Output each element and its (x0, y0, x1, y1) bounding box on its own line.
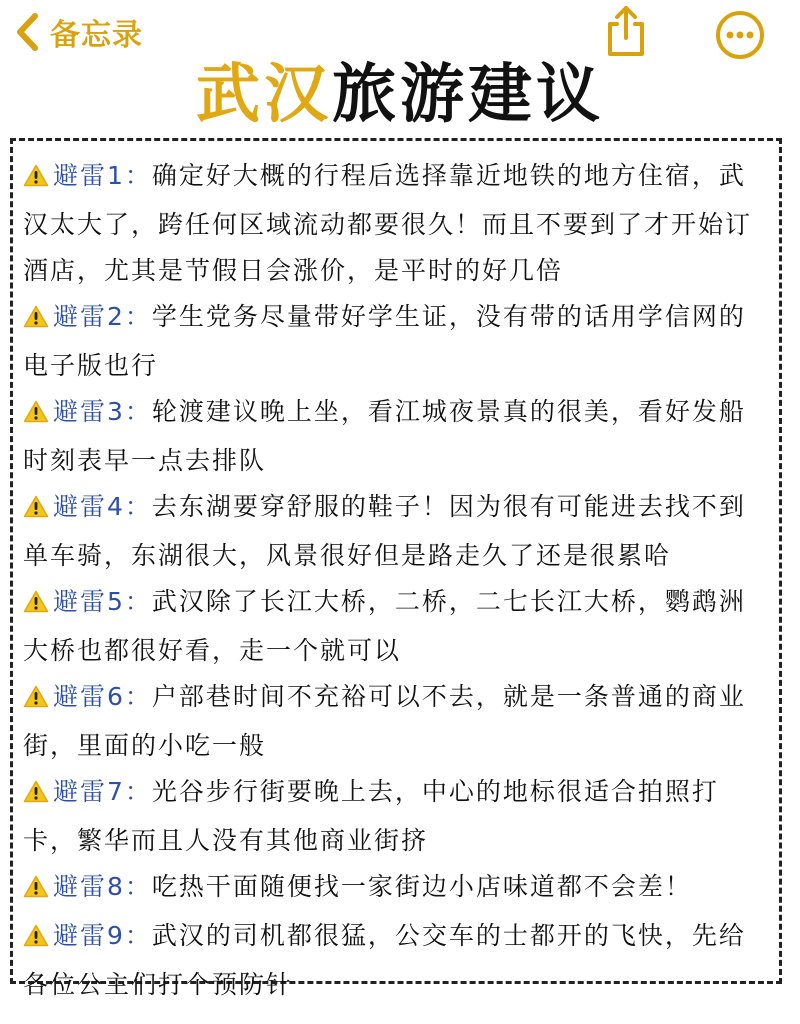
item-text: 吃热干面随便找一家街边小店味道都不会差！ (151, 872, 692, 901)
chevron-left-icon (14, 12, 40, 52)
list-item (23, 579, 771, 674)
item-label: 避雷6 (53, 682, 125, 711)
page-title (0, 56, 800, 134)
item-text: 确定好大概的行程后选择靠近地铁的地方住宿，武汉太大了，跨任何区域流动都要很久！而且不要到了才开始订酒店，尤其是节假日会涨价，是平时的好几倍 (23, 161, 753, 285)
share-button[interactable] (602, 4, 650, 58)
item-text: 轮渡建议晚上坐，看江城夜景真的很美，看好发船时刻表早一点去排队 (23, 397, 746, 475)
item-label: 避雷2 (53, 302, 125, 331)
item-text: 去东湖要穿舒服的鞋子！因为很有可能进去找不到单车骑，东湖很大，风景很好但是路走久了还是很累哈 (23, 492, 746, 570)
warning-icon (23, 487, 49, 533)
item-colon: ： (124, 302, 152, 331)
item-label: 避雷1 (53, 161, 125, 190)
back-label: 备忘录 (50, 18, 143, 53)
back-button[interactable] (14, 10, 143, 54)
warning-icon (23, 582, 49, 628)
item-text: 武汉的司机都很猛，公交车的士都开的飞快，先给各位公主们打个预防针 (23, 921, 746, 999)
item-colon: ： (124, 682, 152, 711)
warning-icon (23, 392, 49, 438)
list-item (23, 674, 771, 769)
item-label: 避雷7 (53, 777, 125, 806)
tips-list (23, 153, 771, 1008)
item-text: 学生党务尽量带好学生证，没有带的话用学信网的电子版也行 (23, 302, 746, 380)
list-item (23, 389, 771, 484)
warning-icon (23, 156, 49, 202)
item-label: 避雷8 (53, 872, 125, 901)
more-button[interactable] (714, 9, 766, 61)
list-item (23, 769, 771, 864)
item-text: 户部巷时间不充裕可以不去，就是一条普通的商业街，里面的小吃一般 (23, 682, 746, 760)
warning-icon (23, 677, 49, 723)
title-highlight: 武汉 (196, 58, 332, 132)
item-colon: ： (124, 161, 152, 190)
warning-icon (23, 916, 49, 962)
item-colon: ： (124, 492, 152, 521)
item-colon: ： (124, 921, 152, 950)
list-item (23, 294, 771, 389)
item-label: 避雷4 (53, 492, 125, 521)
item-colon: ： (124, 872, 152, 901)
item-colon: ： (124, 587, 152, 616)
item-text: 武汉除了长江大桥，二桥，二七长江大桥，鹦鹉洲大桥也都很好看，走一个就可以 (23, 587, 746, 665)
warning-icon (23, 297, 49, 343)
warning-icon (23, 772, 49, 818)
list-item (23, 484, 771, 579)
item-label: 避雷5 (53, 587, 125, 616)
item-label: 避雷3 (53, 397, 125, 426)
top-navigation-bar (0, 0, 800, 64)
title-rest: 旅游建议 (332, 58, 604, 132)
item-colon: ： (124, 777, 152, 806)
note-content-box (10, 138, 782, 999)
warning-icon (23, 867, 49, 913)
list-item (23, 913, 771, 1008)
list-item (23, 153, 771, 294)
item-text: 光谷步行街要晚上去，中心的地标很适合拍照打卡，繁华而且人没有其他商业街挤 (23, 777, 719, 855)
item-colon: ： (124, 397, 152, 426)
item-label: 避雷9 (53, 921, 125, 950)
list-item (23, 864, 771, 913)
